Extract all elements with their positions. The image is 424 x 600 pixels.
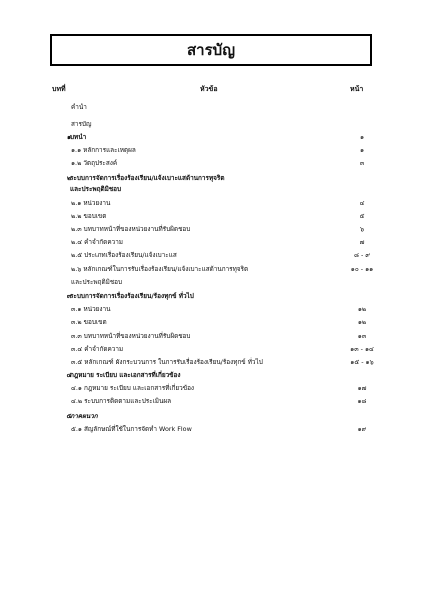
toc-entry-text: ๓.๕ หลักเกณฑ์ ผังกระบวนการ ในการรับเรื่องร้องเรียน/ร้องทุกข์ ทั่วไป [71, 358, 263, 366]
toc-entry-text: ๑.๒ วัตถุประสงค์ [71, 159, 118, 167]
toc-entry-text: ๓.๔ คำจำกัดความ [71, 345, 124, 353]
toc-chapter-number: ๑ [66, 133, 72, 141]
toc-entry-text: คำนำ [71, 103, 87, 111]
header-topic: หัวข้อ [200, 85, 218, 93]
toc-entry-text: ๒.๖ หลักเกณฑ์ในการรับเรื่องร้องเรียน/แจ้งเบาะแสด้านการทุจริต [71, 265, 249, 273]
toc-row [0, 423, 424, 435]
toc-entry-text: ๔.๒ ระบบการติดตามและประเมินผล [71, 397, 172, 405]
toc-page-number: ๑๘ [357, 397, 367, 405]
toc-entry-text: ๒.๔ คำจำกัดความ [71, 238, 123, 246]
toc-page-number: ๑๕ - ๑๖ [350, 358, 374, 366]
toc-row [0, 369, 424, 381]
toc-row [0, 263, 424, 275]
toc-row [0, 118, 424, 130]
toc-row [0, 290, 424, 302]
toc-row [0, 395, 424, 407]
toc-chapter-number: ๓ [66, 292, 72, 300]
toc-row [0, 236, 424, 248]
toc-entry-text: ระบบการจัดการเรื่องร้องเรียน/แจ้งเบาะแสด้านการทุจริต [70, 174, 225, 182]
toc-entry-text: ระบบการจัดการเรื่องร้องเรียน/ร้องทุกข์ ทั่วไป [70, 292, 194, 300]
toc-page-number: ๔ [359, 199, 365, 207]
toc-row [0, 210, 424, 222]
toc-entry-text: ๓.๑ หน่วยงาน [71, 305, 111, 313]
toc-row [0, 356, 424, 368]
toc-row [0, 410, 424, 422]
toc-chapter-number: ๔ [66, 371, 72, 379]
toc-page-number: ๑ [359, 133, 365, 141]
toc-entry-text: สารบัญ [71, 120, 92, 128]
toc-page-number: ๘ - ๙ [354, 251, 370, 259]
toc-entry-text: ๒.๑ หน่วยงาน [71, 199, 111, 207]
toc-page-number: ๑๐ - ๑๑ [350, 265, 374, 273]
toc-entry-text: ๓.๓ บทบาทหน้าที่ของหน่วยงานที่รับผิดชอบ [71, 332, 191, 340]
toc-chapter-number: ๕ [66, 412, 72, 420]
toc-entry-text: บทนำ [70, 133, 87, 141]
toc-row [0, 249, 424, 261]
toc-row [0, 316, 424, 328]
toc-entry-text: ๒.๕ ประเภทเรื่องร้องเรียน/แจ้งเบาะแส [71, 251, 177, 259]
toc-entry-text: และประพฤติมิชอบ [70, 185, 122, 193]
toc-entry-text: ๒.๓ บทบาทหน้าที่ของหน่วยงานที่รับผิดชอบ [71, 225, 191, 233]
toc-page-number: ๑๓ - ๑๔ [350, 345, 374, 353]
toc-row [0, 223, 424, 235]
toc-page-number: ๕ [359, 212, 365, 220]
toc-entry-text: ภาคผนวก [70, 412, 98, 420]
toc-entry-text: ๕.๑ สัญลักษณ์ที่ใช้ในการจัดทำ Work Flow [71, 425, 192, 433]
toc-page-number: ๑๙ [357, 425, 367, 433]
toc-page-number: ๑๗ [357, 384, 367, 392]
toc-page-number: ๑๒ [357, 305, 367, 313]
toc-row [0, 382, 424, 394]
toc-entry-text: กฎหมาย ระเบียบ และเอกสารที่เกี่ยวข้อง [70, 371, 181, 379]
toc-page-number: ๑๒ [357, 318, 367, 326]
toc-entry-text: ๔.๑ กฎหมาย ระเบียบ และเอกสารที่เกี่ยวข้อง [71, 384, 195, 392]
page-title: สารบัญ [50, 34, 372, 66]
header-chapter: บทที่ [52, 85, 66, 93]
toc-page-number: ๑๓ [357, 332, 367, 340]
header-page: หน้า [350, 85, 364, 93]
toc-page-number: ๑ [359, 146, 365, 154]
toc-row [0, 131, 424, 143]
toc-page-number: ๖ [359, 225, 365, 233]
toc-entry-text: ๑.๑ หลักการและเหตุผล [71, 146, 136, 154]
toc-row [0, 330, 424, 342]
toc-entry-text: ๒.๒ ขอบเขต [71, 212, 107, 220]
toc-row [0, 157, 424, 169]
toc-row [0, 343, 424, 355]
toc-row [0, 276, 424, 288]
toc-entry-text: ๓.๒ ขอบเขต [71, 318, 107, 326]
toc-row [0, 101, 424, 113]
toc-entry-text: และประพฤติมิชอบ [71, 278, 123, 286]
toc-page-number: ๓ [359, 159, 365, 167]
toc-row [0, 197, 424, 209]
toc-row [0, 303, 424, 315]
toc-page-number: ๗ [359, 238, 365, 246]
toc-chapter-number: ๒ [66, 174, 72, 182]
toc-row [0, 183, 424, 195]
toc-row [0, 144, 424, 156]
